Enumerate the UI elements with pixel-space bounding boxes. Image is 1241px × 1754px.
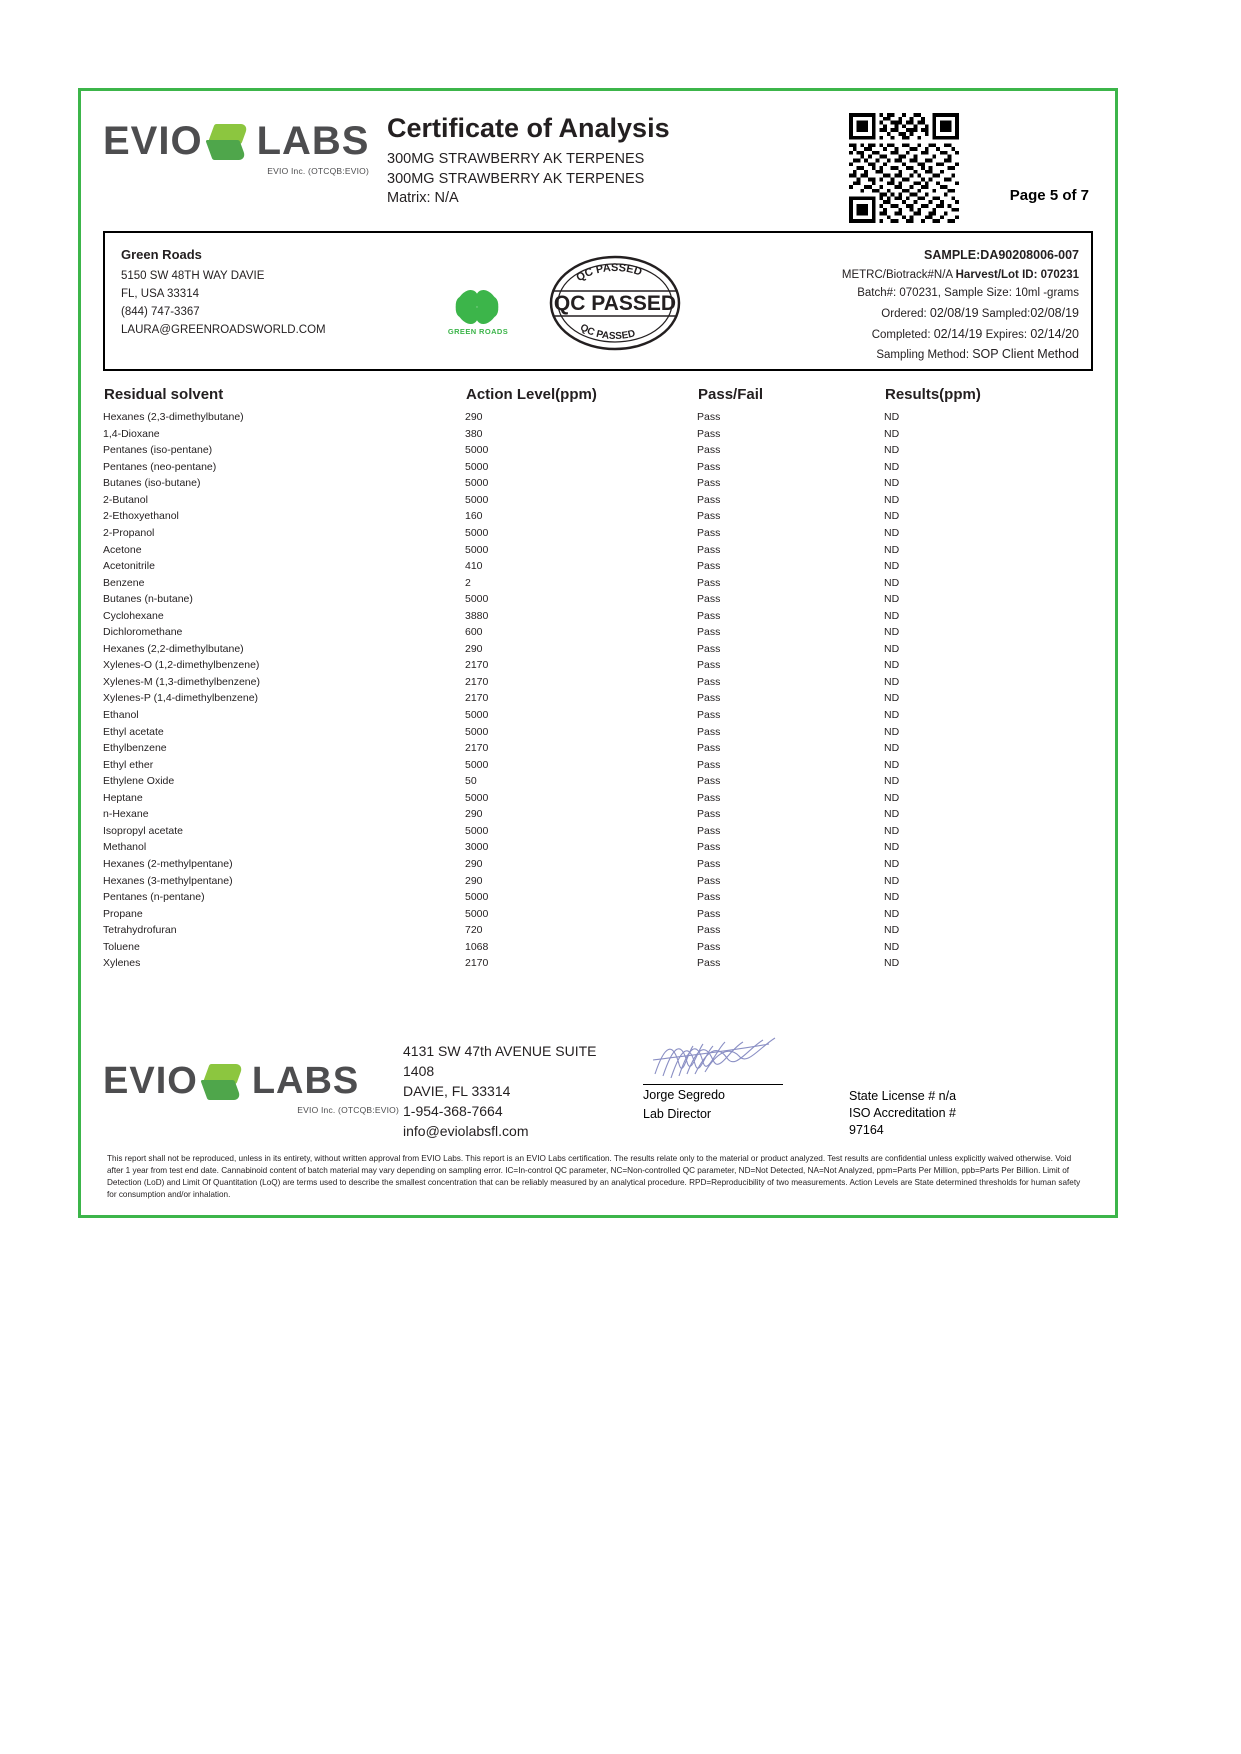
completed-label: Completed: xyxy=(871,328,934,341)
cell-solvent-name: Xylenes-M (1,3-dimethylbenzene) xyxy=(103,675,260,688)
cell-result xyxy=(884,707,1093,724)
cell-solvent-name: Toluene xyxy=(103,940,140,953)
cell-solvent-name: Hexanes (3-methylpentane) xyxy=(103,874,233,887)
ordered-value: 02/08/19 xyxy=(929,305,979,320)
result-value: ND xyxy=(884,626,900,639)
cell-action-level: 410 xyxy=(465,560,483,573)
table-row xyxy=(103,409,1093,426)
table-row xyxy=(103,806,1093,823)
result-value: ND xyxy=(884,576,900,589)
document-header xyxy=(103,109,1093,221)
cell-solvent-name: Pentanes (iso-pentane) xyxy=(103,444,213,457)
cell-pass-fail: Pass xyxy=(697,907,721,920)
cell-solvent-name: 1,4-Dioxane xyxy=(103,427,160,440)
client-name: Green Roads xyxy=(121,247,202,262)
green-roads-logo-text: GREEN ROADS xyxy=(447,327,509,336)
svg-text:QC PASSED: QC PASSED xyxy=(574,261,644,285)
cell-pass-fail: Pass xyxy=(697,775,721,788)
cell-solvent-name: Ethyl ether xyxy=(103,758,154,771)
result-value: ND xyxy=(884,924,900,937)
cell-result xyxy=(884,723,1093,740)
cell-result xyxy=(884,541,1093,558)
cell-result xyxy=(884,641,1093,658)
result-value: ND xyxy=(884,493,900,506)
page-title: Certificate of Analysis xyxy=(387,113,670,143)
table-row xyxy=(103,889,1093,906)
cell-result xyxy=(884,426,1093,443)
results-table-wrapper xyxy=(103,385,1093,972)
header-residual-solvent: Residual solvent xyxy=(104,386,224,403)
result-value: ND xyxy=(884,725,900,738)
cell-solvent-name: Acetone xyxy=(103,543,142,556)
signatory-name: Jorge Segredo xyxy=(643,1088,726,1103)
result-value: ND xyxy=(884,560,900,573)
result-value: ND xyxy=(884,758,900,771)
signature-line xyxy=(643,1084,783,1085)
table-row xyxy=(103,872,1093,889)
table-row xyxy=(103,475,1093,492)
cell-solvent-name: Acetonitrile xyxy=(103,560,155,573)
table-row xyxy=(103,905,1093,922)
sample-label: SAMPLE: xyxy=(924,248,981,262)
table-row xyxy=(103,591,1093,608)
result-value: ND xyxy=(884,593,900,606)
cell-pass-fail: Pass xyxy=(697,642,721,655)
cell-pass-fail: Pass xyxy=(697,940,721,953)
table-row xyxy=(103,608,1093,625)
cell-result xyxy=(884,823,1093,840)
result-value: ND xyxy=(884,824,900,837)
cell-pass-fail: Pass xyxy=(697,659,721,672)
green-roads-logo xyxy=(435,289,521,336)
cell-pass-fail: Pass xyxy=(697,841,721,854)
cell-pass-fail: Pass xyxy=(697,427,721,440)
disclaimer-text: This report shall not be reproduced, unless in its entirety, without written approval from EVIO Labs. This report is an EVIO Labs certification. The results relate only to the material or product analyzed. Test results are confidential unless explicitly waived otherwise. Void after 1 year from test end date. Cannabinoid content of batch material may vary depending on sampling error. IC=In-control QC parameter, NC=Non-controlled QC parameter, ND=Not Detected, NA=Not Analyzed, ppm=Parts Per Million, ppb=Parts Per Billion. Limit of Detection (LoD) and Limit Of Quantitation (LoQ) are terms used to describe the smallest concentration that can be reliably measured by an analytical procedure. RPD=Reproducibility of two measurements. Action Levels are State determined thresholds for human safety for consumption and/or inhalation. xyxy=(107,1154,1081,1200)
cell-action-level: 290 xyxy=(465,857,483,870)
cell-pass-fail: Pass xyxy=(697,725,721,738)
cell-result xyxy=(884,939,1093,956)
result-value: ND xyxy=(884,527,900,540)
cell-pass-fail: Pass xyxy=(697,709,721,722)
cell-result xyxy=(884,922,1093,939)
green-roads-icon xyxy=(455,289,501,325)
evio-labs-logo xyxy=(103,109,373,176)
result-value: ND xyxy=(884,477,900,490)
cell-result xyxy=(884,674,1093,691)
cell-result xyxy=(884,740,1093,757)
cell-pass-fail: Pass xyxy=(697,411,721,424)
cell-result xyxy=(884,856,1093,873)
result-value: ND xyxy=(884,411,900,424)
table-row xyxy=(103,723,1093,740)
cell-pass-fail: Pass xyxy=(697,692,721,705)
license-info xyxy=(843,1034,1093,1139)
result-value: ND xyxy=(884,675,900,688)
cell-result xyxy=(884,872,1093,889)
cell-action-level: 160 xyxy=(465,510,483,523)
lab-phone: 1-954-368-7664 xyxy=(403,1102,503,1119)
cell-action-level: 5000 xyxy=(465,725,489,738)
cell-result xyxy=(884,839,1093,856)
logo-subtitle: EVIO Inc. (OTCQB:EVIO) xyxy=(267,166,369,176)
table-row xyxy=(103,773,1093,790)
harvest-lot-id: Harvest/Lot ID: 070231 xyxy=(955,268,1079,281)
cell-solvent-name: Heptane xyxy=(103,791,143,804)
table-row xyxy=(103,856,1093,873)
result-value: ND xyxy=(884,642,900,655)
cell-result xyxy=(884,756,1093,773)
cell-solvent-name: Hexanes (2-methylpentane) xyxy=(103,857,233,870)
logo-evio-text: EVIO xyxy=(103,119,203,163)
header-results: Results(ppm) xyxy=(885,386,981,403)
matrix-line: Matrix: N/A xyxy=(387,190,459,207)
cell-pass-fail: Pass xyxy=(697,560,721,573)
footer-leaf-icon xyxy=(202,1062,248,1102)
cell-action-level: 2170 xyxy=(465,675,489,688)
cell-action-level: 2 xyxy=(465,576,471,589)
table-row xyxy=(103,541,1093,558)
lab-address xyxy=(403,1034,643,1141)
cell-action-level: 50 xyxy=(465,775,477,788)
cell-solvent-name: Xylenes-P (1,4-dimethylbenzene) xyxy=(103,692,259,705)
result-value: ND xyxy=(884,659,900,672)
cell-result xyxy=(884,558,1093,575)
cell-action-level: 2170 xyxy=(465,957,489,970)
table-row xyxy=(103,525,1093,542)
expires-label: Expires: xyxy=(982,328,1031,341)
cell-result xyxy=(884,955,1093,972)
cell-action-level: 3880 xyxy=(465,609,489,622)
cell-solvent-name: Xylenes xyxy=(103,957,141,970)
cell-result xyxy=(884,442,1093,459)
cell-solvent-name: 2-Butanol xyxy=(103,493,148,506)
table-row xyxy=(103,641,1093,658)
certificate-page xyxy=(78,88,1118,1218)
table-row xyxy=(103,839,1093,856)
cell-action-level: 5000 xyxy=(465,791,489,804)
cell-pass-fail: Pass xyxy=(697,758,721,771)
cell-solvent-name: Cyclohexane xyxy=(103,609,164,622)
cell-solvent-name: Pentanes (n-pentane) xyxy=(103,891,205,904)
lab-address-line3: DAVIE, FL 33314 xyxy=(403,1082,511,1099)
table-row xyxy=(103,426,1093,443)
table-row xyxy=(103,939,1093,956)
signatory-title: Lab Director xyxy=(643,1106,712,1121)
cell-result xyxy=(884,492,1093,509)
cell-result xyxy=(884,790,1093,807)
cell-pass-fail: Pass xyxy=(697,791,721,804)
cell-pass-fail: Pass xyxy=(697,857,721,870)
qr-code-icon xyxy=(849,113,959,223)
cell-pass-fail: Pass xyxy=(697,510,721,523)
result-value: ND xyxy=(884,427,900,440)
client-info xyxy=(105,233,451,369)
table-row xyxy=(103,657,1093,674)
result-value: ND xyxy=(884,460,900,473)
cell-solvent-name: 2-Propanol xyxy=(103,527,155,540)
cell-action-level: 3000 xyxy=(465,841,489,854)
sampling-method-label: Sampling Method: xyxy=(876,349,973,362)
result-value: ND xyxy=(884,940,900,953)
table-row xyxy=(103,508,1093,525)
cell-result xyxy=(884,905,1093,922)
cell-solvent-name: Pentanes (neo-pentane) xyxy=(103,460,217,473)
cell-result xyxy=(884,608,1093,625)
cell-pass-fail: Pass xyxy=(697,874,721,887)
signature-icon xyxy=(643,1034,843,1080)
title-block xyxy=(373,109,849,209)
completed-value: 02/14/19 xyxy=(933,326,983,341)
cell-pass-fail: Pass xyxy=(697,593,721,606)
iso-accreditation-line1: ISO Accreditation # xyxy=(849,1105,957,1120)
cell-action-level: 5000 xyxy=(465,477,489,490)
cell-pass-fail: Pass xyxy=(697,957,721,970)
table-row xyxy=(103,823,1093,840)
cell-pass-fail: Pass xyxy=(697,675,721,688)
cell-action-level: 5000 xyxy=(465,493,489,506)
product-name-line2: 300MG STRAWBERRY AK TERPENES xyxy=(387,170,645,187)
client-address-1: 5150 SW 48TH WAY DAVIE xyxy=(121,270,265,283)
cell-action-level: 5000 xyxy=(465,543,489,556)
table-row xyxy=(103,459,1093,476)
cell-action-level: 5000 xyxy=(465,758,489,771)
result-value: ND xyxy=(884,775,900,788)
table-row xyxy=(103,756,1093,773)
table-row xyxy=(103,690,1093,707)
footer-logo-subtitle: EVIO Inc. (OTCQB:EVIO) xyxy=(297,1105,399,1116)
header-pass-fail: Pass/Fail xyxy=(698,386,764,403)
result-value: ND xyxy=(884,709,900,722)
cell-action-level: 5000 xyxy=(465,891,489,904)
cell-action-level: 5000 xyxy=(465,444,489,457)
cell-result xyxy=(884,806,1093,823)
result-value: ND xyxy=(884,742,900,755)
cell-action-level: 5000 xyxy=(465,460,489,473)
cell-action-level: 720 xyxy=(465,924,483,937)
result-value: ND xyxy=(884,957,900,970)
sampled-label: Sampled: xyxy=(978,307,1031,320)
cell-action-level: 2170 xyxy=(465,742,489,755)
cell-action-level: 380 xyxy=(465,427,483,440)
cell-action-level: 290 xyxy=(465,642,483,655)
sample-info-box xyxy=(103,231,1093,371)
cell-solvent-name: Isopropyl acetate xyxy=(103,824,183,837)
sampled-value: 02/08/19 xyxy=(1030,305,1079,320)
cell-action-level: 290 xyxy=(465,874,483,887)
cell-pass-fail: Pass xyxy=(697,477,721,490)
cell-result xyxy=(884,574,1093,591)
cell-pass-fail: Pass xyxy=(697,444,721,457)
cell-solvent-name: 2-Ethoxyethanol xyxy=(103,510,179,523)
cell-solvent-name: Butanes (n-butane) xyxy=(103,593,193,606)
signature-block xyxy=(643,1034,843,1123)
result-value: ND xyxy=(884,907,900,920)
sample-id: DA90208006-007 xyxy=(980,248,1079,262)
cell-result xyxy=(884,624,1093,641)
cell-action-level: 5000 xyxy=(465,907,489,920)
cell-result xyxy=(884,889,1093,906)
lab-email: info@eviolabsfl.com xyxy=(403,1122,529,1139)
footer-logo-evio-text: EVIO xyxy=(103,1060,198,1103)
cell-pass-fail: Pass xyxy=(697,493,721,506)
result-value: ND xyxy=(884,841,900,854)
table-row xyxy=(103,674,1093,691)
table-header-row xyxy=(103,385,1093,409)
expires-value: 02/14/20 xyxy=(1030,326,1079,341)
cell-solvent-name: Ethyl acetate xyxy=(103,725,164,738)
svg-text:QC PASSED: QC PASSED xyxy=(578,322,637,343)
cell-pass-fail: Pass xyxy=(697,527,721,540)
table-row xyxy=(103,955,1093,972)
result-value: ND xyxy=(884,857,900,870)
cell-solvent-name: Dichloromethane xyxy=(103,626,183,639)
result-value: ND xyxy=(884,791,900,804)
cell-result xyxy=(884,459,1093,476)
leaf-icon xyxy=(207,122,253,162)
table-row xyxy=(103,624,1093,641)
cell-result xyxy=(884,475,1093,492)
cell-pass-fail: Pass xyxy=(697,609,721,622)
sample-metadata xyxy=(659,245,1079,365)
cell-action-level: 1068 xyxy=(465,940,489,953)
cell-result xyxy=(884,409,1093,426)
cell-action-level: 290 xyxy=(465,411,483,424)
table-row xyxy=(103,790,1093,807)
result-value: ND xyxy=(884,444,900,457)
iso-accreditation-line2: 97164 xyxy=(849,1122,884,1137)
cell-pass-fail: Pass xyxy=(697,576,721,589)
table-row xyxy=(103,492,1093,509)
ordered-label: Ordered: xyxy=(881,307,930,320)
cell-solvent-name: Methanol xyxy=(103,841,147,854)
cell-solvent-name: Benzene xyxy=(103,576,145,589)
lab-address-line1: 4131 SW 47th AVENUE SUITE xyxy=(403,1043,597,1060)
page-number: Page 5 of 7 xyxy=(1009,187,1089,204)
cell-result xyxy=(884,508,1093,525)
cell-action-level: 5000 xyxy=(465,824,489,837)
cell-solvent-name: Ethanol xyxy=(103,709,139,722)
footer-logo-labs-text: LABS xyxy=(251,1060,360,1103)
table-row xyxy=(103,442,1093,459)
sampling-method-value: SOP Client Method xyxy=(972,347,1079,362)
cell-pass-fail: Pass xyxy=(697,824,721,837)
residual-solvent-table xyxy=(103,385,1093,972)
result-value: ND xyxy=(884,543,900,556)
lab-address-line2: 1408 xyxy=(403,1062,435,1079)
client-phone: (844) 747-3367 xyxy=(121,305,200,318)
footer-evio-labs-logo xyxy=(103,1034,403,1115)
cell-result xyxy=(884,690,1093,707)
result-value: ND xyxy=(884,808,900,821)
result-value: ND xyxy=(884,891,900,904)
table-row xyxy=(103,707,1093,724)
product-name-line1: 300MG STRAWBERRY AK TERPENES xyxy=(387,151,645,167)
logo-labs-text: LABS xyxy=(256,119,370,163)
cell-solvent-name: Hexanes (2,2-dimethylbutane) xyxy=(103,642,244,655)
cell-solvent-name: n-Hexane xyxy=(103,808,149,821)
cell-solvent-name: Butanes (iso-butane) xyxy=(103,477,201,490)
cell-solvent-name: Ethylene Oxide xyxy=(103,775,175,788)
table-row xyxy=(103,558,1093,575)
cell-result xyxy=(884,525,1093,542)
cell-solvent-name: Tetrahydrofuran xyxy=(103,924,177,937)
result-value: ND xyxy=(884,609,900,622)
header-action-level: Action Level(ppm) xyxy=(466,386,597,403)
document-footer xyxy=(103,1034,1093,1201)
cell-solvent-name: Xylenes-O (1,2-dimethylbenzene) xyxy=(103,659,260,672)
batch-info: Batch#: 070231, Sample Size: 10ml -grams xyxy=(857,287,1079,300)
cell-action-level: 2170 xyxy=(465,692,489,705)
cell-action-level: 5000 xyxy=(465,527,489,540)
cell-pass-fail: Pass xyxy=(697,460,721,473)
cell-result xyxy=(884,773,1093,790)
cell-pass-fail: Pass xyxy=(697,891,721,904)
cell-result xyxy=(884,657,1093,674)
result-value: ND xyxy=(884,510,900,523)
cell-pass-fail: Pass xyxy=(697,808,721,821)
cell-pass-fail: Pass xyxy=(697,626,721,639)
metrc-label: METRC/Biotrack#N/A xyxy=(841,268,956,281)
cell-action-level: 600 xyxy=(465,626,483,639)
cell-solvent-name: Ethylbenzene xyxy=(103,742,167,755)
cell-solvent-name: Propane xyxy=(103,907,143,920)
table-row xyxy=(103,922,1093,939)
cell-result xyxy=(884,591,1093,608)
client-address-2: FL, USA 33314 xyxy=(121,287,199,300)
result-value: ND xyxy=(884,692,900,705)
cell-action-level: 5000 xyxy=(465,593,489,606)
cell-pass-fail: Pass xyxy=(697,924,721,937)
cell-action-level: 5000 xyxy=(465,709,489,722)
cell-solvent-name: Hexanes (2,3-dimethylbutane) xyxy=(103,411,244,424)
client-email: LAURA@GREENROADSWORLD.COM xyxy=(121,323,326,336)
cell-pass-fail: Pass xyxy=(697,543,721,556)
cell-action-level: 2170 xyxy=(465,659,489,672)
cell-pass-fail: Pass xyxy=(697,742,721,755)
svg-text:QC PASSED: QC PASSED xyxy=(553,292,677,315)
table-row xyxy=(103,574,1093,591)
table-row xyxy=(103,740,1093,757)
cell-action-level: 290 xyxy=(465,808,483,821)
result-value: ND xyxy=(884,874,900,887)
state-license: State License # n/a xyxy=(849,1089,957,1104)
